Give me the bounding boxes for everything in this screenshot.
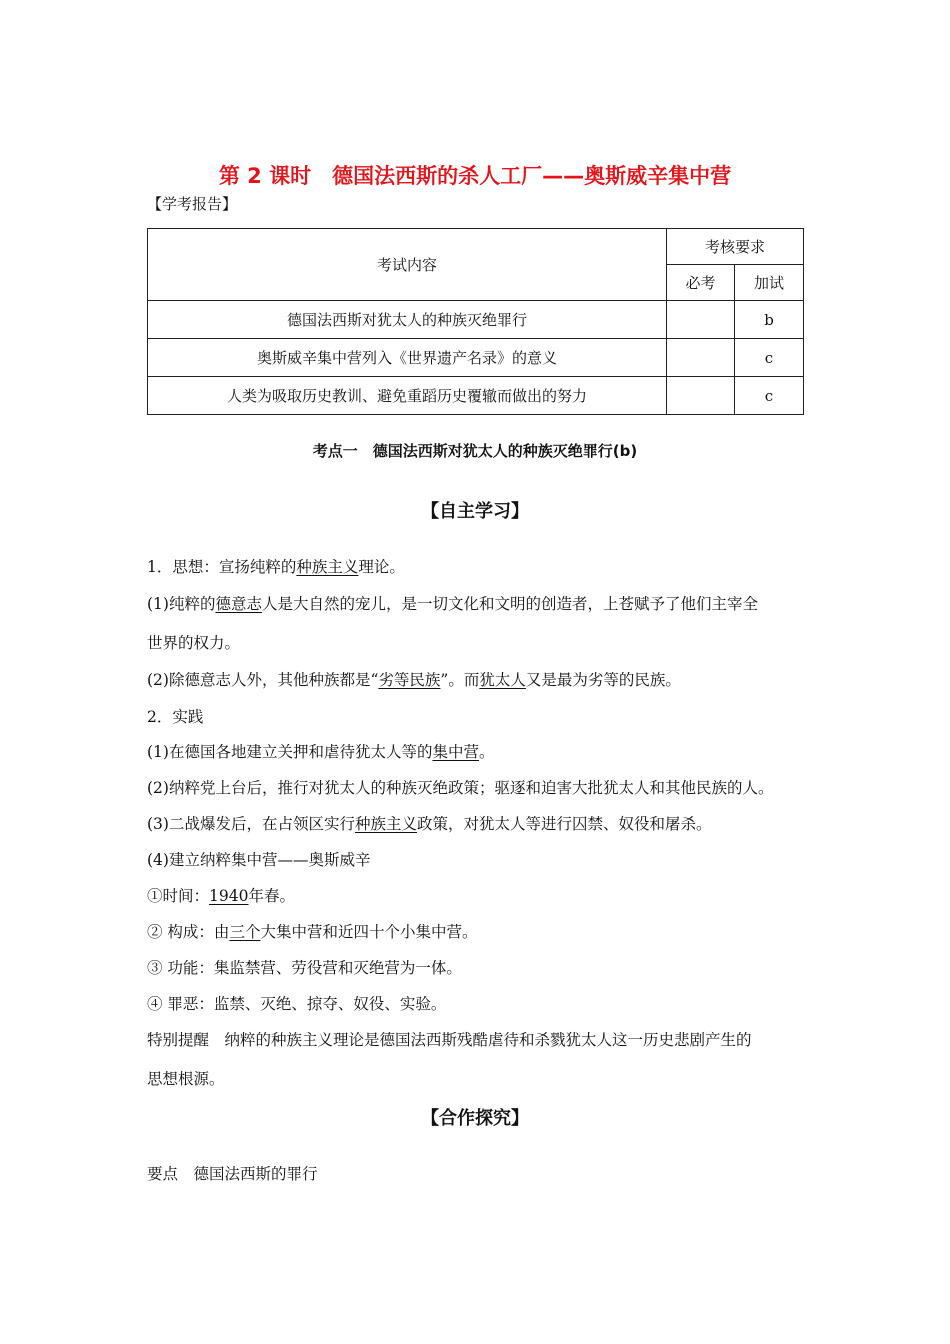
report-label: 【学考报告】 [147, 195, 238, 213]
requirements-table [147, 228, 804, 415]
study-line: 特别提醒 纳粹的种族主义理论是德国法西斯残酷虐待和杀戮犹太人这一历史悲剧产生的 [147, 1031, 752, 1049]
study-line: 2．实践 [147, 708, 204, 726]
row-required [667, 301, 735, 339]
header-requirement: 考核要求 [667, 229, 804, 265]
coop-heading: 【合作探究】 [421, 1108, 529, 1129]
row-content: 德国法西斯对犹太人的种族灭绝罪行 [148, 301, 667, 339]
study-line: 1．思想：宣扬纯粹的种族主义理论。 [147, 558, 405, 576]
row-content: 奥斯威辛集中营列入《世界遗产名录》的意义 [148, 339, 667, 377]
table-row [148, 377, 804, 415]
row-required [667, 339, 735, 377]
table-row [148, 339, 804, 377]
row-content: 人类为吸取历史教训、避免重蹈历史覆辙而做出的努力 [148, 377, 667, 415]
underlined-term: 集中营 [432, 743, 479, 761]
study-line: (4)建立纳粹集中营——奥斯威辛 [147, 851, 371, 869]
study-line: 世界的权力。 [147, 634, 241, 652]
key-point: 要点 德国法西斯的罪行 [147, 1165, 318, 1183]
underlined-term: 德意志 [215, 595, 262, 613]
study-line: (3)二战爆发后，在占领区实行种族主义政策，对犹太人等进行囚禁、奴役和屠杀。 [147, 815, 712, 833]
study-line: 思想根源。 [147, 1070, 225, 1088]
study-line: ③ 功能：集监禁营、劳役营和灭绝营为一体。 [147, 959, 462, 977]
row-extra: c [735, 377, 804, 415]
row-extra: b [735, 301, 804, 339]
underlined-term: 三个 [229, 923, 261, 941]
table-row [148, 301, 804, 339]
underlined-term: 种族主义 [296, 558, 359, 576]
header-content: 考试内容 [148, 229, 667, 301]
page-title: 第 2 课时 德国法西斯的杀人工厂——奥斯威辛集中营 [218, 164, 732, 188]
study-line: (1)在德国各地建立关押和虐待犹太人等的集中营。 [147, 743, 495, 761]
kaodian-heading: 考点一 德国法西斯对犹太人的种族灭绝罪行(b) [312, 442, 638, 460]
header-required: 必考 [667, 265, 735, 301]
study-line: (1)纯粹的德意志人是大自然的宠儿，是一切文化和文明的创造者，上苍赋予了他们主宰全 [147, 595, 758, 613]
study-line: ② 构成：由三个大集中营和近四十个小集中营。 [147, 923, 478, 941]
self-study-heading: 【自主学习】 [421, 501, 529, 522]
study-line: (2)除德意志人外，其他种族都是“劣等民族”。而犹太人又是最为劣等的民族。 [147, 671, 681, 689]
underlined-term: 犹太人 [479, 671, 526, 689]
underlined-term: 劣等民族 [378, 671, 441, 689]
header-extra: 加试 [735, 265, 804, 301]
study-line: (2)纳粹党上台后，推行对犹太人的种族灭绝政策；驱逐和迫害大批犹太人和其他民族的人。 [147, 779, 774, 797]
study-line: ④ 罪恶：监禁、灭绝、掠夺、奴役、实验。 [147, 995, 447, 1013]
row-extra: c [735, 339, 804, 377]
underlined-term: 1940 [209, 887, 249, 905]
underlined-term: 种族主义 [354, 815, 417, 833]
study-line: ①时间：1940年春。 [147, 887, 295, 905]
row-required [667, 377, 735, 415]
